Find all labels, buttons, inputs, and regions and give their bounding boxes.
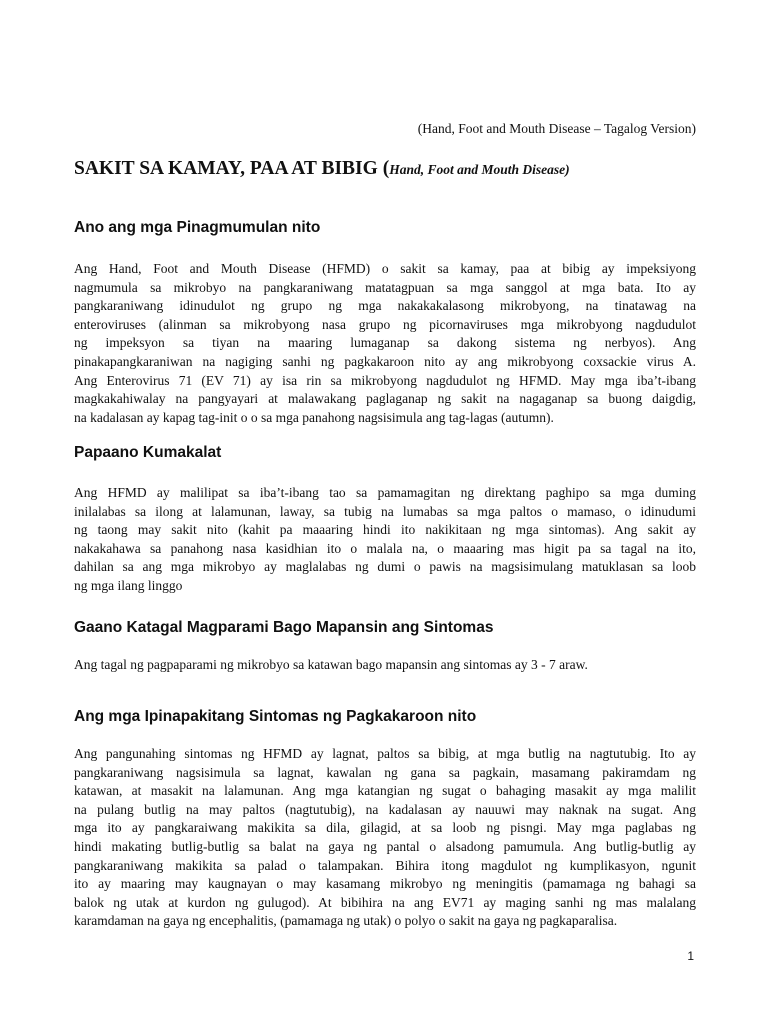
paragraph-line: Ang HFMD ay malilipat sa iba’t-ibang tao sa pamamagitan ng direktang paghipo sa mga duming [74, 485, 696, 500]
section-heading-transmission: Papaano Kumakalat [74, 444, 222, 461]
paragraph-line: ng taong may sakit nito (kahit pa maaaring hindi ito nakikitaan ng mga sintomas). Ang sakit ay [74, 522, 696, 538]
page-number: 1 [687, 949, 694, 963]
section-heading-incubation: Gaano Katagal Magparami Bago Mapansin ang Sintomas [74, 619, 494, 636]
paragraph-line: Ang tagal ng pagpaparami ng mikrobyo sa katawan bago mapansin ang sintomas ay 3 - 7 araw. [74, 657, 588, 672]
section-body-origins [74, 260, 696, 427]
section-heading-origins: Ano ang mga Pinagmumulan nito [74, 219, 321, 236]
paragraph-line: mga ito ay pangkaraiwang makikita sa dila, gilagid, at sa loob ng pisngi. May mga paglabas ng [74, 820, 696, 836]
paragraph-line: ng mga ilang linggo [74, 577, 183, 593]
section-body-incubation [74, 656, 696, 675]
paragraph-line: ito ay maaring may kaugnayan o may kasamang mikrobyo ng meningitis (pamamaga ng bahagi sa [74, 876, 696, 892]
paragraph-line: enteroviruses (alinman sa mikrobyong nasa grupo ng picornaviruses mga mikrobyong nagdudulot [74, 316, 696, 332]
paragraph-line: pangkaraniwang nagsisimula sa lagnat, kawalan ng gana sa pagkain, masamang pakiramdam ng [74, 764, 696, 780]
section-body-symptoms [74, 745, 696, 931]
paragraph-line: ng impeksyon sa tiyan na maaring lumaganap sa dakong sistema ng nerbyos). Ang [74, 335, 696, 351]
paragraph-line: pinakapangkaraniwan na nagiging sanhi ng pagkakaroon nito ay ang mikrobyong coxsackie virus A. [74, 353, 696, 369]
paragraph-line: katawan, at masakit na lalamunan. Ang mga katangian ng sugat o bahaging masakit ay mga malilit [74, 783, 696, 799]
paragraph-line: karamdaman na gaya ng encephalitis, (pamamaga ng utak) o polyo o sakit na gaya ng pagkaparalisa. [74, 913, 618, 929]
paragraph-line: pangkaraniwang makikita sa palad o talampakan. Bihira itong magdulot ng kumplikasyon, ngunit [74, 857, 696, 873]
paragraph-line: Ang pangunahing sintomas ng HFMD ay lagnat, paltos sa bibig, at mga butlig na nagtutubig. Ito ay [74, 746, 696, 761]
paragraph-line: na kadalasan ay kapag tag-init o o sa mga panahong nagsisimula ang tag-lagas (autumn). [74, 409, 554, 425]
paragraph-line: magkakahiwalay na pangyayari at malawakang paglaganap ng sakit na nagaganap sa buong daigdig, [74, 391, 696, 407]
section-body-transmission [74, 484, 696, 596]
paragraph-line: balok ng utak at kurdon ng gulugod). At bibihira na ang EV71 ay maging sanhi ng mas malalang [74, 894, 696, 910]
paragraph-line: Ang Enterovirus 71 (EV 71) ay isa rin sa mikrobyong nagdudulot ng HFMD. May mga iba’t-ibang [74, 372, 696, 388]
paragraph-line: pangkaraniwang idinudulot ng grupo ng mga nakakakalasong mikrobyong, na tinatawag na [74, 298, 696, 314]
paragraph-line: inilalabas sa ilong at lalamunan, laway, sa tubig na lumabas sa mga paltos o mamaso, o idinudumi [74, 503, 696, 519]
paragraph-line: nagmumula sa mikrobyo na pangkaraniwang matatagpuan sa mga sanggol at mga bata. Ito ay [74, 279, 696, 295]
section-heading-symptoms: Ang mga Ipinapakitang Sintomas ng Pagkakaroon nito [74, 708, 477, 725]
title-open-paren: ( [382, 158, 390, 179]
paragraph-line: na pulang butlig na may paltos (nagtutubig), na kadalasan ay nauuwi may naknak na sugat. Ang [74, 801, 696, 817]
document-title [74, 158, 570, 180]
title-main: SAKIT SA KAMAY, PAA AT BIBIG [74, 158, 378, 179]
version-note: (Hand, Foot and Mouth Disease – Tagalog Version) [417, 121, 696, 136]
paragraph-line: hindi makating butlig-butlig sa balat na gaya ng pantal o alsadong pamumula. Ang butlig-butlig ay [74, 838, 696, 854]
paragraph-line: dahilan sa ang mga mikrobyo ay maglalabas ng dumi o pawis na magsisimulang matuklasan sa loob [74, 559, 696, 575]
paragraph-line: Ang Hand, Foot and Mouth Disease (HFMD) o sakit sa kamay, paa at bibig ay impeksiyong [74, 261, 696, 276]
paragraph-line: nakakahawa sa panahong nasa kasidhian ito o malala na, o maaaring mas higit pa sa tagal na ito, [74, 540, 696, 556]
title-subtitle: Hand, Foot and Mouth Disease) [389, 162, 570, 177]
